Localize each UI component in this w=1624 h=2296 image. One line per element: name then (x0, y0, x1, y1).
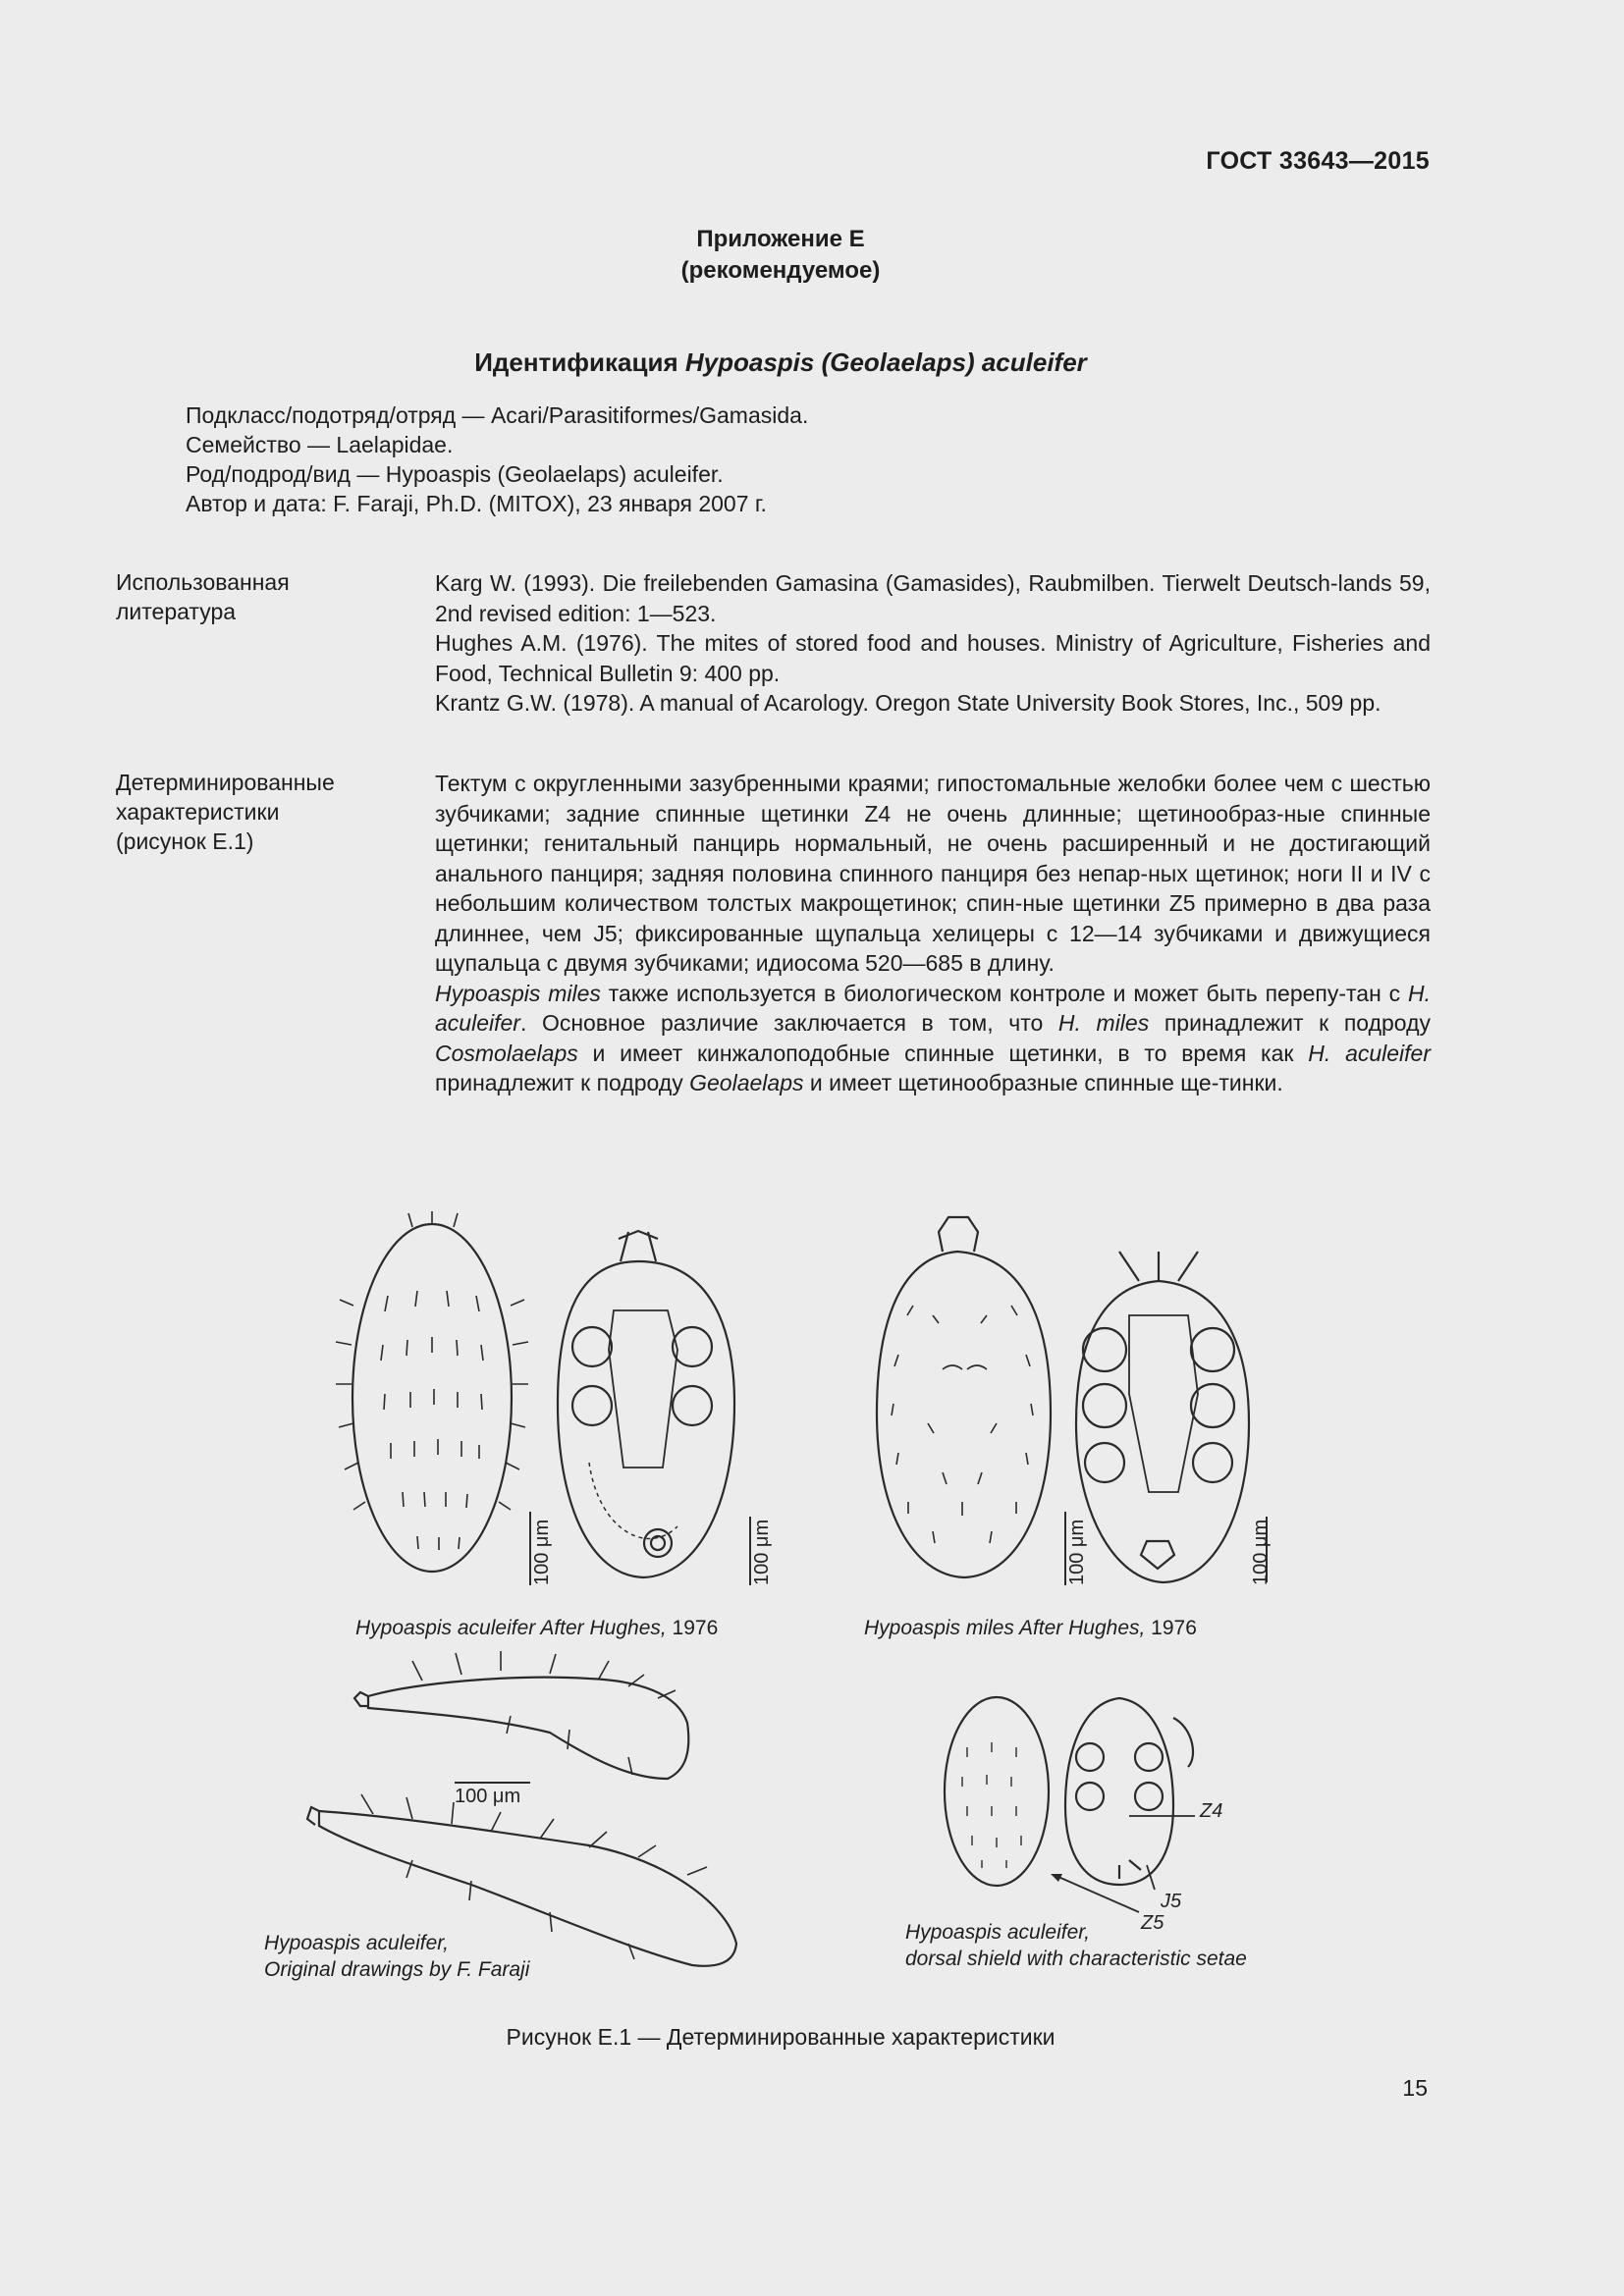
text-run: . Основное различие заключается в том, что (519, 1010, 1058, 1036)
leg-drawing-upper (354, 1651, 688, 1779)
miles-dorsal-drawing (877, 1217, 1051, 1577)
standard-number: ГОСТ 33643—2015 (1206, 147, 1430, 175)
figure-caption: Рисунок Е.1 — Детерминированные характеристики (506, 2024, 1056, 2050)
literature-ref: Karg W. (1993). Die freilebenden Gamasina (Gamasides), Raubmilben. Tierwelt Deutsch-lands 59, 2nd revised edition: 1—523. (435, 570, 1431, 626)
species-name: H. aculeifer (1308, 1040, 1432, 1066)
literature-ref: Krantz G.W. (1978). A manual of Acarology. Oregon State University Book Stores, Inc., 509 pp. (435, 690, 1381, 716)
section-title-species: Hypoaspis (Geolaelaps) aculeifer (684, 347, 1087, 377)
caption-line: dorsal shield with characteristic setae (905, 1948, 1247, 1970)
appendix-title: Приложение Е (696, 226, 865, 252)
miles-ventral-drawing (1076, 1252, 1249, 1582)
shield-ventral-drawing (1065, 1698, 1193, 1885)
caption-line: Hypoaspis aculeifer, (264, 1932, 449, 1954)
seta-label-z5: Z5 (1141, 1912, 1164, 1934)
species-name: H. aculeifer (435, 980, 1431, 1036)
taxonomy-line: Род/подрод/вид — Hypoaspis (Geolaelaps) aculeifer. (186, 461, 724, 487)
scale-label: 100 μm (751, 1519, 773, 1585)
shield-dorsal-drawing (945, 1697, 1049, 1886)
taxonomy-line: Подкласс/подотряд/отряд — Acari/Parasitiformes/Gamasida. (186, 402, 809, 428)
caption-line: Hypoaspis aculeifer, (905, 1921, 1090, 1944)
caption-text: Hypoaspis miles After Hughes, (864, 1617, 1146, 1639)
scale-label: 100 μm (455, 1786, 521, 1807)
caption-aculeifer (355, 1615, 718, 1641)
text-run: принадлежит к подроду (1149, 1010, 1432, 1036)
seta-label-j5: J5 (1161, 1891, 1182, 1912)
caption-shield (905, 1919, 1247, 1972)
text-run: принадлежит к подроду (435, 1070, 690, 1095)
aculeifer-ventral-drawing (558, 1231, 734, 1577)
characteristics-label-line: Детерминированные (116, 770, 335, 795)
caption-year: 1976 (666, 1617, 719, 1639)
text-run: и имеет кинжалоподобные спинные щетинки, в то время как (577, 1040, 1309, 1066)
appendix-subtitle: (рекомендуемое) (680, 257, 881, 284)
subgenus-name: Cosmolaelaps (435, 1040, 578, 1066)
taxonomy-line: Семейство — Laelapidae. (186, 432, 454, 457)
text-run: и имеет щетинообразные спинные ще-тинки. (803, 1070, 1283, 1095)
characteristics-label-line: (рисунок Е.1) (116, 828, 254, 854)
literature-label-line: Использованная (116, 569, 290, 595)
caption-miles (864, 1615, 1197, 1641)
literature-label-line: литература (116, 599, 237, 624)
subgenus-name: Geolaelaps (689, 1070, 804, 1095)
caption-legs (264, 1930, 529, 1983)
caption-line: Original drawings by F. Faraji (264, 1958, 530, 1981)
characteristics-paragraph: Тектум с округленными зазубренными краями; гипостомальные желобки более чем с шестью зубчиками; задние спинные щетинки Z4 не очень длинные; щетинообраз-ные спинные щетинки; генитальный панцирь нормальный, не очень расширенный и не достигающий анального панциря; задняя половина спинного панциря без непар-ных щетинок; ноги II и IV с небольшим количеством толстых макрощетинок; спин-ные щетинки Z5 примерно в два раза длиннее, чем J5; фиксированные щупальца хелицеры с 12—14 зубчиками и движущиеся щупальца с двумя зубчиками; идиосома 520—685 в длину. (435, 771, 1431, 976)
species-name: Hypoaspis miles (435, 980, 601, 1006)
taxonomy-line: Автор и дата: F. Faraji, Ph.D. (MITOX), 23 января 2007 г. (186, 491, 767, 516)
species-name: H. miles (1057, 1010, 1150, 1036)
aculeifer-dorsal-drawing (336, 1211, 528, 1572)
scale-label: 100 μm (1066, 1519, 1088, 1585)
page-number: 15 (1402, 2075, 1428, 2101)
text-run: также используется в биологическом контроле и может быть перепу-тан с (600, 980, 1408, 1006)
scale-label: 100 μm (531, 1519, 553, 1585)
scale-label: 100 μm (1250, 1519, 1272, 1585)
caption-year: 1976 (1145, 1617, 1197, 1639)
caption-text: Hypoaspis aculeifer After Hughes, (355, 1617, 667, 1639)
section-title-prefix: Идентификация (474, 347, 678, 377)
characteristics-label-line: характеристики (116, 799, 280, 825)
literature-ref: Hughes A.M. (1976). The mites of stored food and houses. Ministry of Agriculture, Fisheries and Food, Technical Bulletin 9: 400 pp. (435, 630, 1431, 686)
seta-label-z4: Z4 (1200, 1800, 1223, 1822)
